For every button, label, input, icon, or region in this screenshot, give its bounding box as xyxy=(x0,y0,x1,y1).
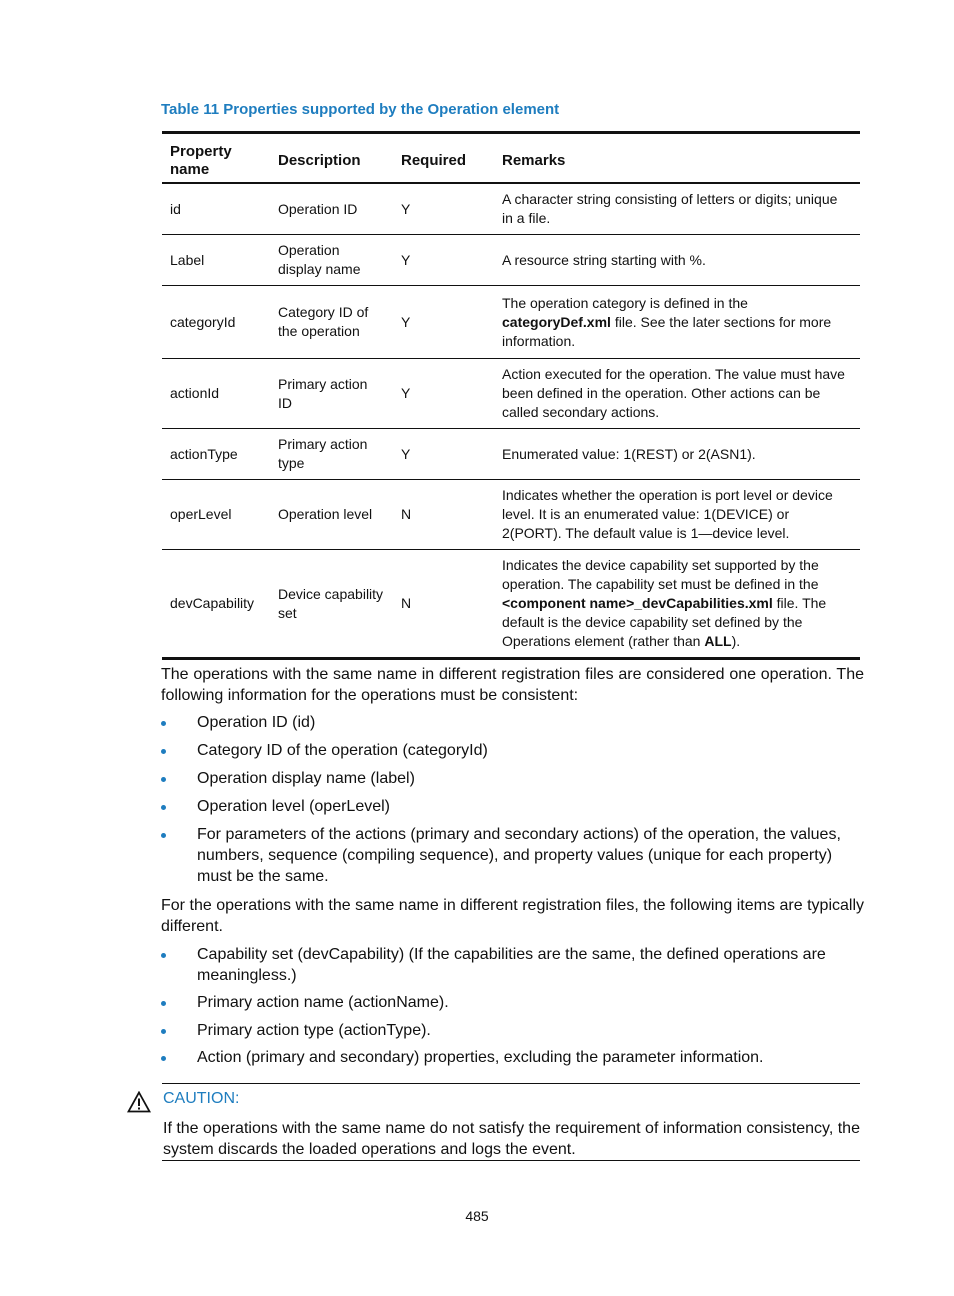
header-remarks: Remarks xyxy=(502,152,566,169)
cell-required: Y xyxy=(401,445,411,462)
cell-required: Y xyxy=(401,200,411,217)
list-item xyxy=(161,824,864,887)
list-item xyxy=(161,992,864,1013)
different-items-list xyxy=(161,944,864,1068)
bullet-icon xyxy=(161,721,166,726)
remarks-filename: <component name>_devCapabilities.xml xyxy=(502,595,773,611)
table-row xyxy=(162,359,860,429)
cell-remarks xyxy=(494,550,860,659)
cell-property-name: devCapability xyxy=(170,595,255,611)
table-row xyxy=(162,480,860,550)
list-item xyxy=(161,768,864,789)
header-description: Description xyxy=(278,152,361,169)
cell-description: Category ID of the operation xyxy=(278,304,369,339)
bullet-icon xyxy=(161,1001,166,1006)
list-item-text: Primary action name (actionName). xyxy=(197,994,449,1011)
list-item xyxy=(161,944,864,986)
table-row xyxy=(162,550,860,659)
cell-required: N xyxy=(401,506,412,522)
remarks-text: ). xyxy=(731,633,741,649)
cell-description: Device capability set xyxy=(278,585,384,621)
cell-required: Y xyxy=(401,313,411,330)
list-item-text: Capability set (devCapability) (If the capabilities are the same, the defined operations are meaningless.) xyxy=(197,946,826,984)
remarks-filename: categoryDef.xml xyxy=(502,313,611,330)
list-item-text: Operation ID (id) xyxy=(197,714,316,731)
cell-remarks: Enumerated value: 1(REST) or 2(ASN1). xyxy=(502,445,756,462)
cell-description: Operation display name xyxy=(278,242,361,277)
bullet-icon xyxy=(161,953,166,958)
caution-title: CAUTION: xyxy=(163,1090,240,1107)
list-item-text: Operation display name (label) xyxy=(197,770,415,787)
cell-required: Y xyxy=(401,385,411,401)
cell-remarks xyxy=(494,286,860,359)
warning-triangle-icon xyxy=(127,1091,151,1113)
remarks-text: Indicates the device capability set supported by the operation. The capability set must be defined in the xyxy=(502,557,819,592)
bullet-icon xyxy=(161,1056,166,1061)
table-caption: Table 11 Properties supported by the Operation element xyxy=(161,101,560,118)
table-row xyxy=(162,286,860,359)
list-item xyxy=(161,1047,864,1068)
list-item xyxy=(161,740,864,761)
cell-remarks: A character string consisting of letters or digits; unique in a file. xyxy=(502,191,838,226)
remarks-text: file. The default is the device capability set defined by the Operations element (rather than xyxy=(502,595,827,649)
cell-remarks: A resource string starting with %. xyxy=(502,251,706,268)
remarks-keyword: ALL xyxy=(704,633,732,649)
caution-bottom-rule xyxy=(162,1160,860,1161)
bullet-icon xyxy=(161,749,166,754)
list-item-text: Operation level (operLevel) xyxy=(197,798,390,815)
table-row xyxy=(162,183,860,235)
caution-text: If the operations with the same name do not satisfy the requirement of information consistency, the system discards the loaded operations and logs the event. xyxy=(163,1120,860,1158)
list-item-text: Primary action type (actionType). xyxy=(197,1022,431,1039)
cell-remarks: Indicates whether the operation is port level or device level. It is an enumerated value: 1(DEVICE) or 2(PORT). The default value is 1—device level. xyxy=(502,487,833,541)
table-header-row xyxy=(162,133,860,184)
cell-property-name: Label xyxy=(170,251,205,268)
cell-required: Y xyxy=(401,251,411,268)
list-item xyxy=(161,796,864,817)
remarks-text: file. See the later sections for more information. xyxy=(502,313,832,349)
bullet-icon xyxy=(161,777,166,782)
caution-top-rule xyxy=(162,1083,860,1084)
cell-description: Primary action ID xyxy=(278,375,368,411)
cell-property-name: actionType xyxy=(170,445,238,462)
cell-property-name: id xyxy=(170,200,181,217)
paragraph-consistency: The operations with the same name in different registration files are considered one operation. The following information for the operations must be consistent: xyxy=(161,666,864,704)
list-item xyxy=(161,712,864,733)
paragraph-differences: For the operations with the same name in different registration files, the following items are typically different. xyxy=(161,897,864,935)
list-item-text: For parameters of the actions (primary and secondary actions) of the operation, the values, numbers, sequence (compiling sequence), and property values (unique for each property) must be the same. xyxy=(197,826,841,885)
cell-description: Primary action type xyxy=(278,436,368,471)
bullet-icon xyxy=(161,805,166,810)
table-row xyxy=(162,429,860,480)
cell-description: Operation level xyxy=(278,506,373,522)
header-property-name: Property name xyxy=(170,143,232,178)
cell-description: Operation ID xyxy=(278,200,358,217)
cell-property-name: actionId xyxy=(170,385,220,401)
list-item-text: Category ID of the operation (categoryId) xyxy=(197,742,488,759)
header-required: Required xyxy=(401,152,467,169)
remarks-text: The operation category is defined in the xyxy=(502,294,748,311)
table-row xyxy=(162,235,860,286)
list-item-text: Action (primary and secondary) properties, excluding the parameter information. xyxy=(197,1049,764,1066)
cell-required: N xyxy=(401,595,412,611)
cell-remarks: Action executed for the operation. The value must have been defined in the operation. Other actions can be called secondary actions. xyxy=(502,366,845,420)
cell-property-name: categoryId xyxy=(170,313,236,330)
bullet-icon xyxy=(161,833,166,838)
cell-property-name: operLevel xyxy=(170,506,232,522)
list-item xyxy=(161,1020,864,1041)
bullet-icon xyxy=(161,1029,166,1034)
consistent-items-list xyxy=(161,712,864,887)
page-number: 485 xyxy=(465,1208,489,1224)
properties-table xyxy=(162,131,860,660)
